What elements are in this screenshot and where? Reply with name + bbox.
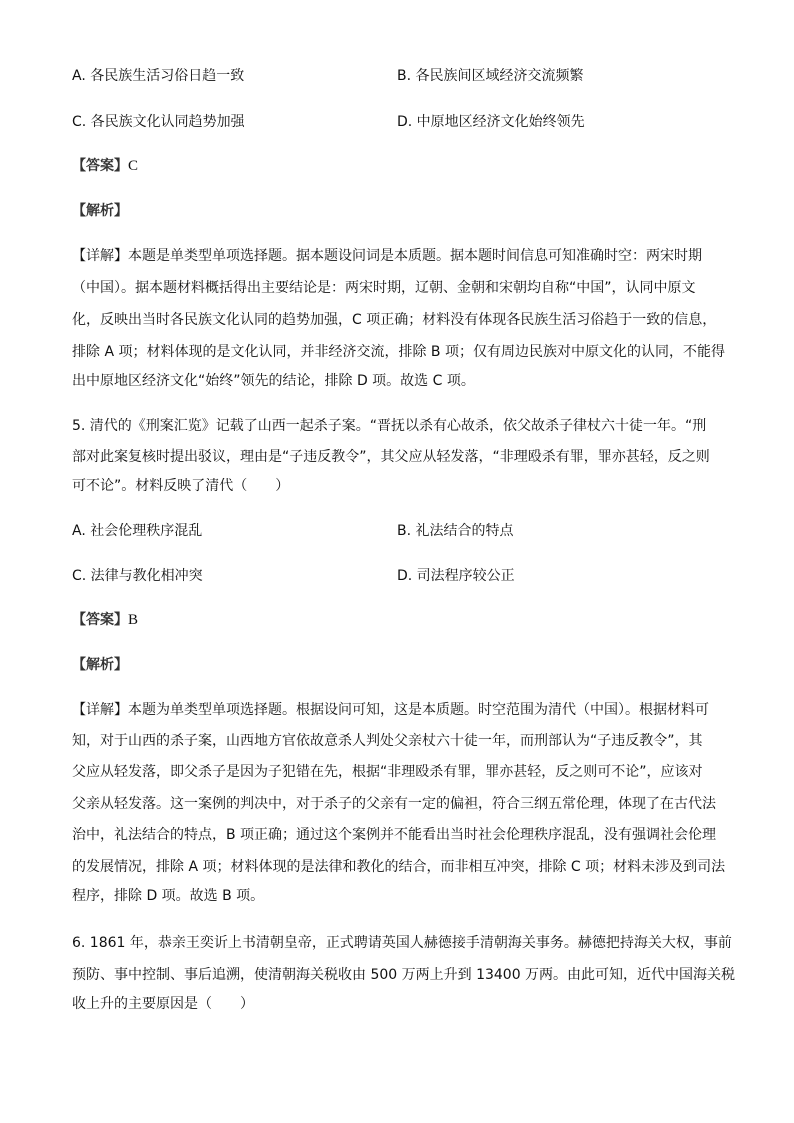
q4-option-a: A. 各民族生活习俗日趋一致 xyxy=(72,68,245,84)
q4-option-c: C. 各民族文化认同趋势加强 xyxy=(72,114,245,130)
q5-analysis-heading xyxy=(72,655,128,675)
q4-answer-label: 【答案】 xyxy=(72,158,128,174)
q4-detail-line: 【详解】本题是单类型单项选择题。据本题设问词是本质题。据本题时间信息可知准确时空：两宋时期 xyxy=(72,248,702,264)
q5-option-a: A. 社会伦理秩序混乱 xyxy=(72,523,203,539)
q5-stem-line: 部对此案复核时提出驳议，理由是“子违反教令”，其父应从轻发落，“非理殴杀有罪，罪亦甚轻，反之则 xyxy=(72,449,710,465)
q6-stem-line: 预防、事中控制、事后追溯，使清朝海关税收由 500 万两上升到 13400 万两。由此可知，近代中国海关税 xyxy=(72,967,736,983)
q5-option-d: D. 司法程序较公正 xyxy=(397,568,515,584)
q5-detail-line: 父应从轻发落，即父杀子是因为子犯错在先，根据“非理殴杀有罪，罪亦甚轻，反之则可不论”，应该对 xyxy=(72,764,703,780)
q5-option-b: B. 礼法结合的特点 xyxy=(397,523,514,539)
q4-answer xyxy=(72,156,138,176)
q4-detail-line: 化，反映出当时各民族文化认同的趋势加强，C 项正确；材料没有体现各民族生活习俗趋于一致的信息， xyxy=(72,312,717,328)
q5-answer xyxy=(72,610,138,630)
q5-stem-line: 5. 清代的《刑案汇览》记载了山西一起杀子案。“晋抚以杀有心故杀，依父故杀子律杖六十徒一年。“刑 xyxy=(72,418,707,434)
q5-detail-line: 知，对于山西的杀子案，山西地方官依故意杀人判处父亲杖六十徒一年，而刑部认为“子违反教令”，其 xyxy=(72,733,703,749)
q4-option-d: D. 中原地区经济文化始终领先 xyxy=(397,114,585,130)
q4-detail-line: 出中原地区经济文化“始终”领先的结论，排除 D 项。故选 C 项。 xyxy=(72,373,475,389)
q5-detail-line: 父亲从轻发落。这一案例的判决中，对于杀子的父亲有一定的偏袒，符合三纲五常伦理，体现了在古代法 xyxy=(72,796,716,812)
q4-analysis-heading xyxy=(72,201,128,221)
q5-detail-line: 治中，礼法结合的特点，B 项正确；通过这个案例并不能看出当时社会伦理秩序混乱，没有强调社会伦理 xyxy=(72,827,717,843)
q5-option-c: C. 法律与教化相冲突 xyxy=(72,568,203,584)
q4-detail-line: （中国）。据本题材料概括得出主要结论是：两宋时期，辽朝、金朝和宋朝均自称“中国”，认同中原文 xyxy=(72,280,696,296)
q6-stem-line: 收上升的主要原因是（ ） xyxy=(72,996,254,1012)
q4-detail-line: 排除 A 项；材料体现的是文化认同，并非经济交流，排除 B 项；仅有周边民族对中原文化的认同，不能得 xyxy=(72,344,725,360)
q5-answer-label: 【答案】 xyxy=(72,612,128,628)
q5-detail-line: 程序，排除 D 项。故选 B 项。 xyxy=(72,888,265,904)
q4-answer-value: C xyxy=(128,158,139,174)
q5-stem-line: 可不论”。材料反映了清代（ ） xyxy=(72,478,290,494)
q6-stem-line: 6. 1861 年，恭亲王奕䜣上书清朝皇帝，正式聘请英国人赫德接手清朝海关事务。赫德把持海关大权，事前 xyxy=(72,935,732,951)
q5-detail-line: 的发展情况，排除 A 项；材料体现的是法律和教化的结合，而非相互冲突，排除 C 项；材料未涉及到司法 xyxy=(72,859,726,875)
q5-detail-line: 【详解】本题为单类型单项选择题。根据设问可知，这是本质题。时空范围为清代（中国）。根据材料可 xyxy=(72,702,709,718)
q5-answer-value: B xyxy=(128,612,139,628)
q5-analysis-label: 【解析】 xyxy=(72,657,128,673)
q4-option-b: B. 各民族间区域经济交流频繁 xyxy=(397,68,584,84)
q4-analysis-label: 【解析】 xyxy=(72,203,128,219)
